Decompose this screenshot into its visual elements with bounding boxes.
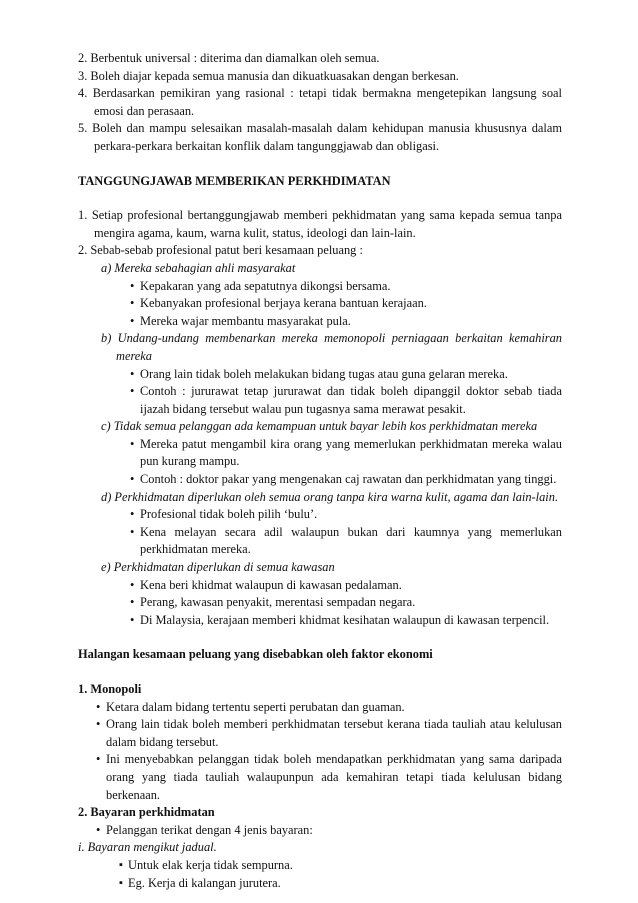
bullet-item: • Orang lain tidak boleh memberi perkhidmatan tersebut kerana tiada tauliah atau kelulusan dalam bidang tersebut.: [96, 716, 562, 751]
bullet-item: • Di Malaysia, kerajaan memberi khidmat kesihatan walaupun di kawasan terpencil.: [130, 612, 562, 630]
sub-heading: 2. Bayaran perkhidmatan: [78, 805, 215, 820]
paragraph: 2. Sebab-sebab profesional patut beri kesamaan peluang :: [78, 243, 363, 258]
list-item: 5. Boleh dan mampu selesaikan masalah-masalah dalam kehidupan manusia khususnya dalam perkara-perkara berkaitan konflik dalam tangunggjawab dan obligasi.: [78, 121, 562, 153]
sub-heading: a) Mereka sebahagian ahli masyarakat: [101, 260, 296, 275]
bullet-item: • Kebanyakan profesional berjaya kerana bantuan kerajaan.: [130, 295, 562, 313]
bullet-item: • Contoh : doktor pakar yang mengenakan caj rawatan dan perkhidmatan yang tinggi.: [130, 471, 562, 489]
bullet-item: • Perang, kawasan penyakit, merentasi sempadan negara.: [130, 594, 562, 612]
bullet-item: • Profesional tidak boleh pilih ‘bulu’.: [130, 506, 562, 524]
list-item: 2. Berbentuk universal : diterima dan diamalkan oleh semua.: [78, 51, 380, 65]
paragraph: 1. Setiap profesional bertanggungjawab memberi pekhidmatan yang sama kepada semua tanpa mengira agama, kaum, warna kulit, status, ideologi dan lain-lain.: [78, 208, 562, 240]
list-item: 4. Berdasarkan pemikiran yang rasional : tetapi tidak bermakna mengetepikan langsung soal emosi dan perasaan.: [78, 86, 562, 118]
bullet-item: ▪ Untuk elak kerja tidak sempurna.: [119, 857, 562, 875]
sub-heading: c) Tidak semua pelanggan ada kemampuan untuk bayar lebih kos perkhidmatan mereka: [101, 419, 538, 434]
bullet-item: • Mereka patut mengambil kira orang yang memerlukan perkhidmatan mereka walau pun kurang mampu.: [130, 436, 562, 471]
sub-heading: b) Undang-undang membenarkan mereka memonopoli perniagaan berkaitan kemahiran mereka: [101, 331, 562, 363]
section-heading: TANGGUNGJAWAB MEMBERIKAN PERKHDIMATAN: [78, 173, 391, 188]
bullet-item: • Mereka wajar membantu masyarakat pula.: [130, 313, 562, 331]
bullet-item: • Contoh : jururawat tetap jururawat dan tidak boleh dipanggil doktor sebab tiada ijazah bidang tersebut walau pun tugasnya sama merawat pesakit.: [130, 383, 562, 418]
sub-heading: d) Perkhidmatan diperlukan oleh semua orang tanpa kira warna kulit, agama dan lain-lain.: [101, 489, 559, 504]
document-page: [78, 50, 562, 892]
bullet-item: • Kepakaran yang ada sepatutnya dikongsi bersama.: [130, 278, 562, 296]
bullet-item: ▪ Eg. Kerja di kalangan jurutera.: [119, 875, 562, 893]
bullet-item: • Ketara dalam bidang tertentu seperti perubatan dan guaman.: [96, 699, 562, 717]
bullet-item: • Kena beri khidmat walaupun di kawasan pedalaman.: [130, 577, 562, 595]
bullet-item: • Pelanggan terikat dengan 4 jenis bayaran:: [96, 822, 562, 840]
sub-heading: e) Perkhidmatan diperlukan di semua kawasan: [101, 560, 335, 575]
bullet-item: • Kena melayan secara adil walaupun bukan dari kaumnya yang memerlukan perkhidmatan mereka.: [130, 524, 562, 559]
sub-heading: 1. Monopoli: [78, 682, 142, 696]
bullet-item: • Ini menyebabkan pelanggan tidak boleh mendapatkan perkhidmatan yang sama daripada orang yang tiada tauliah walaupunpun ada kemahiran tetapi tiada kelulusan bidang berkenaan.: [96, 751, 562, 804]
bullet-item: • Orang lain tidak boleh melakukan bidang tugas atau guna gelaran mereka.: [130, 366, 562, 384]
section-heading: Halangan kesamaan peluang yang disebabkan oleh faktor ekonomi: [78, 647, 433, 662]
list-item: 3. Boleh diajar kepada semua manusia dan dikuatkuasakan dengan berkesan.: [78, 68, 459, 83]
sub-heading: i. Bayaran mengikut jadual.: [78, 840, 217, 855]
